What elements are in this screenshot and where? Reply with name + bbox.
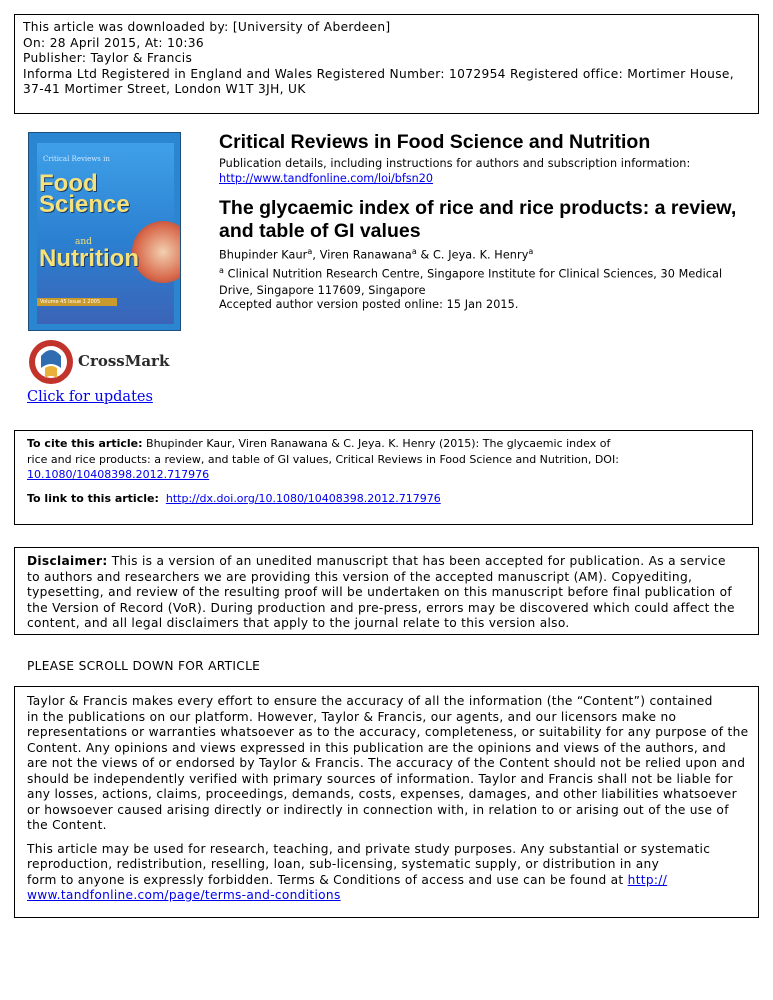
author-name: Bhupinder Kaur [219, 248, 308, 262]
terms-line: should be independently verified with primary sources of information. Taylor and Francis shall not be liable for [27, 771, 733, 786]
download-notice-box [14, 14, 759, 114]
article-title: The glycaemic index of rice and rice products: a review, and table of GI values [219, 197, 737, 242]
scroll-down-notice: PLEASE SCROLL DOWN FOR ARTICLE [27, 659, 261, 673]
cite-line [27, 436, 740, 452]
terms-text: form to anyone is expressly forbidden. Terms & Conditions of access and use can be found at [27, 872, 628, 887]
disclaimer-line: typesetting, and review of the resulting proof will be undertaken on this manuscript before final publication of [27, 585, 732, 599]
link-label: To link to this article: [27, 491, 159, 505]
disclaimer-text: This is a version of an unedited manuscript that has been accepted for publication. As a service [107, 554, 726, 568]
author-affiliation [219, 263, 749, 299]
terms-line: or howsoever caused arising directly or indirectly in connection with, in relation to or arising out of the use of [27, 802, 729, 817]
terms-line: representations or warranties whatsoever as to the accuracy, completeness, or suitability for any purpose of the [27, 725, 749, 739]
terms-url-link-part1[interactable]: http:// [627, 872, 668, 887]
author-name: Viren Ranawana [319, 248, 412, 262]
cover-title-word: Food [39, 170, 98, 197]
affiliation-text: Clinical Nutrition Research Centre, Singapore Institute for Clinical Sciences, 30 Medical Drive, Singapore 117609, Singapore [219, 267, 723, 297]
disclaimer-line: the Version of Record (VoR). During production and pre-press, errors may be discovered which could affect the [27, 600, 735, 615]
terms-line: Taylor & Francis makes every effort to ensure the accuracy of all the information (the “Content”) contained [27, 694, 713, 708]
terms-line: any losses, actions, claims, proceedings, demands, costs, expenses, damages, and other liabilities whatsoever [27, 787, 737, 801]
citation-box [14, 430, 753, 525]
disclaimer-line [27, 554, 746, 570]
cover-title-food-science [39, 170, 130, 218]
terms-line: This article may be used for research, teaching, and private study purposes. Any substantial or systematic [27, 841, 711, 856]
terms-line: the Content. [27, 818, 107, 832]
disclaimer-line: content, and all legal disclaimers that apply to the journal relate to this version also. [27, 616, 570, 630]
download-line: Informa Ltd Registered in England and Wales Registered Number: 1072954 Registered office: Mortimer House, [23, 66, 734, 81]
cover-title-and: and [75, 237, 92, 247]
terms-line: reproduction, redistribution, reselling, loan, sub-licensing, systematic supply, or distribution in any [27, 857, 660, 871]
author-separator: , [312, 248, 320, 262]
author-affiliation-mark: a [307, 247, 313, 256]
terms-line: in the publications on our platform. However, Taylor & Francis, our agents, and our licensors make no [27, 709, 677, 724]
cover-title-nutrition: Nutrition [39, 245, 139, 272]
doi-url-link[interactable]: http://dx.doi.org/10.1080/10408398.2012.717976 [165, 491, 441, 505]
author-list [219, 247, 533, 262]
affiliation-mark: a [219, 266, 225, 275]
download-line: On: 28 April 2015, At: 10:36 [23, 35, 204, 50]
author-affiliation-mark: a [528, 247, 534, 256]
click-for-updates-link[interactable]: Click for updates [27, 389, 153, 405]
terms-url-link-part2[interactable]: www.tandfonline.com/page/terms-and-conditions [27, 888, 341, 902]
publication-details-text: Publication details, including instructions for authors and subscription information: [219, 157, 691, 170]
cite-label: To cite this article: [27, 437, 143, 450]
journal-cover-image[interactable] [28, 132, 181, 331]
author-affiliation-mark: a [411, 247, 417, 256]
terms-box [14, 686, 759, 918]
cover-volume-band: Volume 45 Issue 1 2005 [37, 298, 117, 306]
author-separator: & [416, 248, 433, 262]
author-name: C. Jeya. K. Henry [432, 248, 529, 262]
journal-title: Critical Reviews in Food Science and Nutrition [219, 131, 651, 153]
terms-line: Content. Any opinions and views expressed in this publication are the opinions and views of the authors, and [27, 740, 727, 755]
doi-link[interactable]: 10.1080/10408398.2012.717976 [27, 468, 210, 481]
download-line: 37-41 Mortimer Street, London W1T 3JH, UK [23, 82, 306, 96]
terms-line: are not the views of or endorsed by Taylor & Francis. The accuracy of the Content should not be relied upon and [27, 756, 746, 770]
posted-date: Accepted author version posted online: 15 Jan 2015. [219, 298, 519, 311]
download-line: Publisher: Taylor & Francis [23, 51, 193, 65]
terms-line [27, 888, 746, 904]
link-line [27, 491, 740, 507]
cover-title-word: Science [39, 191, 130, 218]
crossmark-label: CrossMark [78, 352, 170, 370]
disclaimer-box [14, 547, 759, 635]
journal-url-link[interactable]: http://www.tandfonline.com/loi/bfsn20 [219, 172, 433, 185]
terms-line [27, 873, 746, 889]
disclaimer-label: Disclaimer: [27, 554, 108, 568]
disclaimer-line: to authors and researchers we are providing this version of the accepted manuscript (AM). Copyediting, [27, 569, 693, 584]
cite-text: Bhupinder Kaur, Viren Ranawana & C. Jeya. K. Henry (2015): The glycaemic index of [142, 437, 611, 450]
download-line: This article was downloaded by: [University of Aberdeen] [23, 20, 391, 34]
cover-small-title: Critical Reviews in [43, 155, 110, 163]
cite-line: rice and rice products: a review, and table of GI values, Critical Reviews in Food Science and Nutrition, DOI: [27, 452, 619, 466]
